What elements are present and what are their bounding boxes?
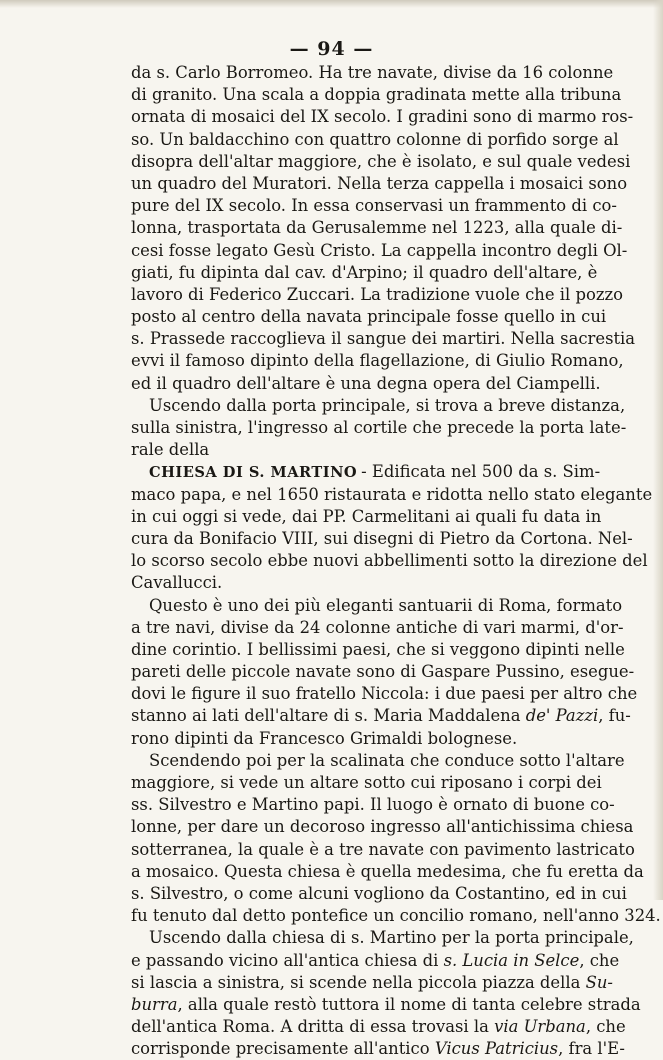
text-fragment: , fu- — [598, 706, 631, 726]
text-line: Questo è uno dei più eleganti santuarii di Roma, formato — [149, 595, 623, 615]
text-line: maco papa, e nel 1650 ristaurata e ridotta nello stato elegante — [131, 484, 653, 504]
text-line: Cavallucci. — [131, 573, 223, 593]
page-number: — 94 — — [289, 38, 374, 60]
text-line: dine corintio. I bellissimi paesi, che si veggono dipinti nelle — [131, 639, 625, 659]
text-line: rale della — [131, 440, 210, 460]
scan-edge-top — [0, 0, 663, 8]
text-line: s. Prassede raccoglieva il sangue dei martiri. Nella sacrestia — [131, 329, 636, 349]
section-heading-line — [131, 461, 601, 483]
text-line: cura da Bonifacio VIII, sui disegni di Pietro da Cortona. Nel- — [131, 528, 633, 548]
text-line: maggiore, si vede un altare sotto cui riposano i corpi dei — [131, 773, 602, 792]
text-fragment: dell'antica Roma. A dritta di essa trovasi la — [131, 1017, 489, 1037]
italic-name: de' Pazzi — [525, 706, 599, 726]
text-line: so. Un baldacchino con quattro colonne di porfido sorge al — [131, 129, 619, 149]
text-line: Uscendo dalla porta principale, si trova a breve distanza, — [149, 395, 626, 415]
text-fragment: e passando vicino all'antica chiesa di — [131, 950, 439, 970]
text-line — [131, 994, 641, 1016]
text-line: evvi il famoso dipinto della flagellazione, di Giulio Romano, — [131, 351, 624, 371]
italic-name: via Urbana — [494, 1017, 586, 1037]
text-line: Uscendo dalla chiesa di s. Martino per la porta principale, — [149, 928, 634, 948]
text-line: dovi le figure il suo fratello Niccola: i due paesi per altro che — [131, 684, 638, 704]
italic-name: s. Lucia in Selce — [443, 950, 580, 970]
text-line: di granito. Una scala a doppia gradinata mette alla tribuna — [131, 85, 622, 105]
text-fragment: si lascia a sinistra, si scende nella piccola piazza della — [131, 972, 581, 992]
text-fragment: , che — [585, 1017, 626, 1037]
text-line: disopra dell'altar maggiore, che è isolato, e sul quale vedesi — [131, 151, 631, 171]
text-line: lo scorso secolo ebbe nuovi abbellimenti sotto la direzione del — [131, 551, 648, 571]
text-line: in cui oggi si vede, dai PP. Carmelitani ai quali fu data in — [131, 506, 602, 526]
text-fragment: corrisponde precisamente all'antico — [131, 1039, 430, 1059]
section-heading: CHIESA DI S. MARTINO — [149, 464, 358, 482]
text-line: sotterranea, la quale è a tre navate con pavimento lastricato — [131, 839, 635, 859]
text-fragment: stanno ai lati dell'altare di s. Maria Maddalena — [131, 706, 521, 726]
text-line: pure del IX secolo. In essa conservasi un frammento di co- — [131, 196, 617, 216]
text-line: a tre navi, divise da 24 colonne antiche di vari marmi, d'or- — [131, 617, 624, 637]
text-line: lavoro di Federico Zuccari. La tradizione vuole che il pozzo — [131, 284, 623, 304]
text-line — [131, 1016, 626, 1038]
italic-name: Vicus Patricius — [434, 1039, 559, 1059]
text-line: a mosaico. Questa chiesa è quella medesima, che fu eretta da — [131, 861, 644, 881]
text-fragment: , che — [579, 950, 620, 970]
text-line: lonna, trasportata da Gerusalemme nel 1223, alla quale di- — [131, 218, 623, 238]
text-line: pareti delle piccole navate sono di Gaspare Pussino, esegue- — [131, 662, 635, 682]
text-line: giati, fu dipinta dal cav. d'Arpino; il quadro dell'altare, è — [131, 262, 598, 282]
text-line: sulla sinistra, l'ingresso al cortile che precede la porta late- — [131, 418, 627, 437]
text-line: s. Silvestro, o come alcuni vogliono da Costantino, ed in cui — [131, 883, 627, 903]
italic-name: burra — [131, 994, 178, 1014]
text-line — [131, 950, 620, 972]
text-fragment: - Edificata nel 500 da s. Sim- — [361, 462, 601, 482]
scan-edge-right — [653, 0, 663, 900]
text-fragment: , fra l'E- — [558, 1039, 625, 1059]
text-line — [131, 1038, 625, 1060]
text-line: ed il quadro dell'altare è una degna opera del Ciampelli. — [131, 373, 601, 393]
text-line: ss. Silvestro e Martino papi. Il luogo è ornato di buone co- — [131, 795, 615, 815]
text-fragment: , alla quale restò tuttora il nome di tanta celebre strada — [177, 994, 641, 1014]
text-line: cesi fosse legato Gesù Cristo. La cappella incontro degli Ol- — [131, 240, 628, 260]
text-line: Scendendo poi per la scalinata che conduce sotto l'altare — [149, 750, 625, 770]
italic-name: Su- — [585, 972, 613, 992]
text-line: rono dipinti da Francesco Grimaldi bolognese. — [131, 728, 518, 748]
text-line — [131, 972, 613, 994]
text-line: posto al centro della navata principale fosse quello in cui — [131, 307, 607, 327]
text-line: fu tenuto dal detto pontefice un concilio romano, nell'anno 324. — [131, 906, 661, 926]
text-line: un quadro del Muratori. Nella terza cappella i mosaici sono — [131, 173, 628, 193]
text-line: da s. Carlo Borromeo. Ha tre navate, divise da 16 colonne — [131, 63, 614, 82]
page-body — [131, 62, 661, 1060]
text-line: ornata di mosaici del IX secolo. I gradini sono di marmo ros- — [131, 107, 634, 127]
text-line — [131, 705, 631, 727]
text-line: lonne, per dare un decoroso ingresso all'antichissima chiesa — [131, 817, 634, 837]
